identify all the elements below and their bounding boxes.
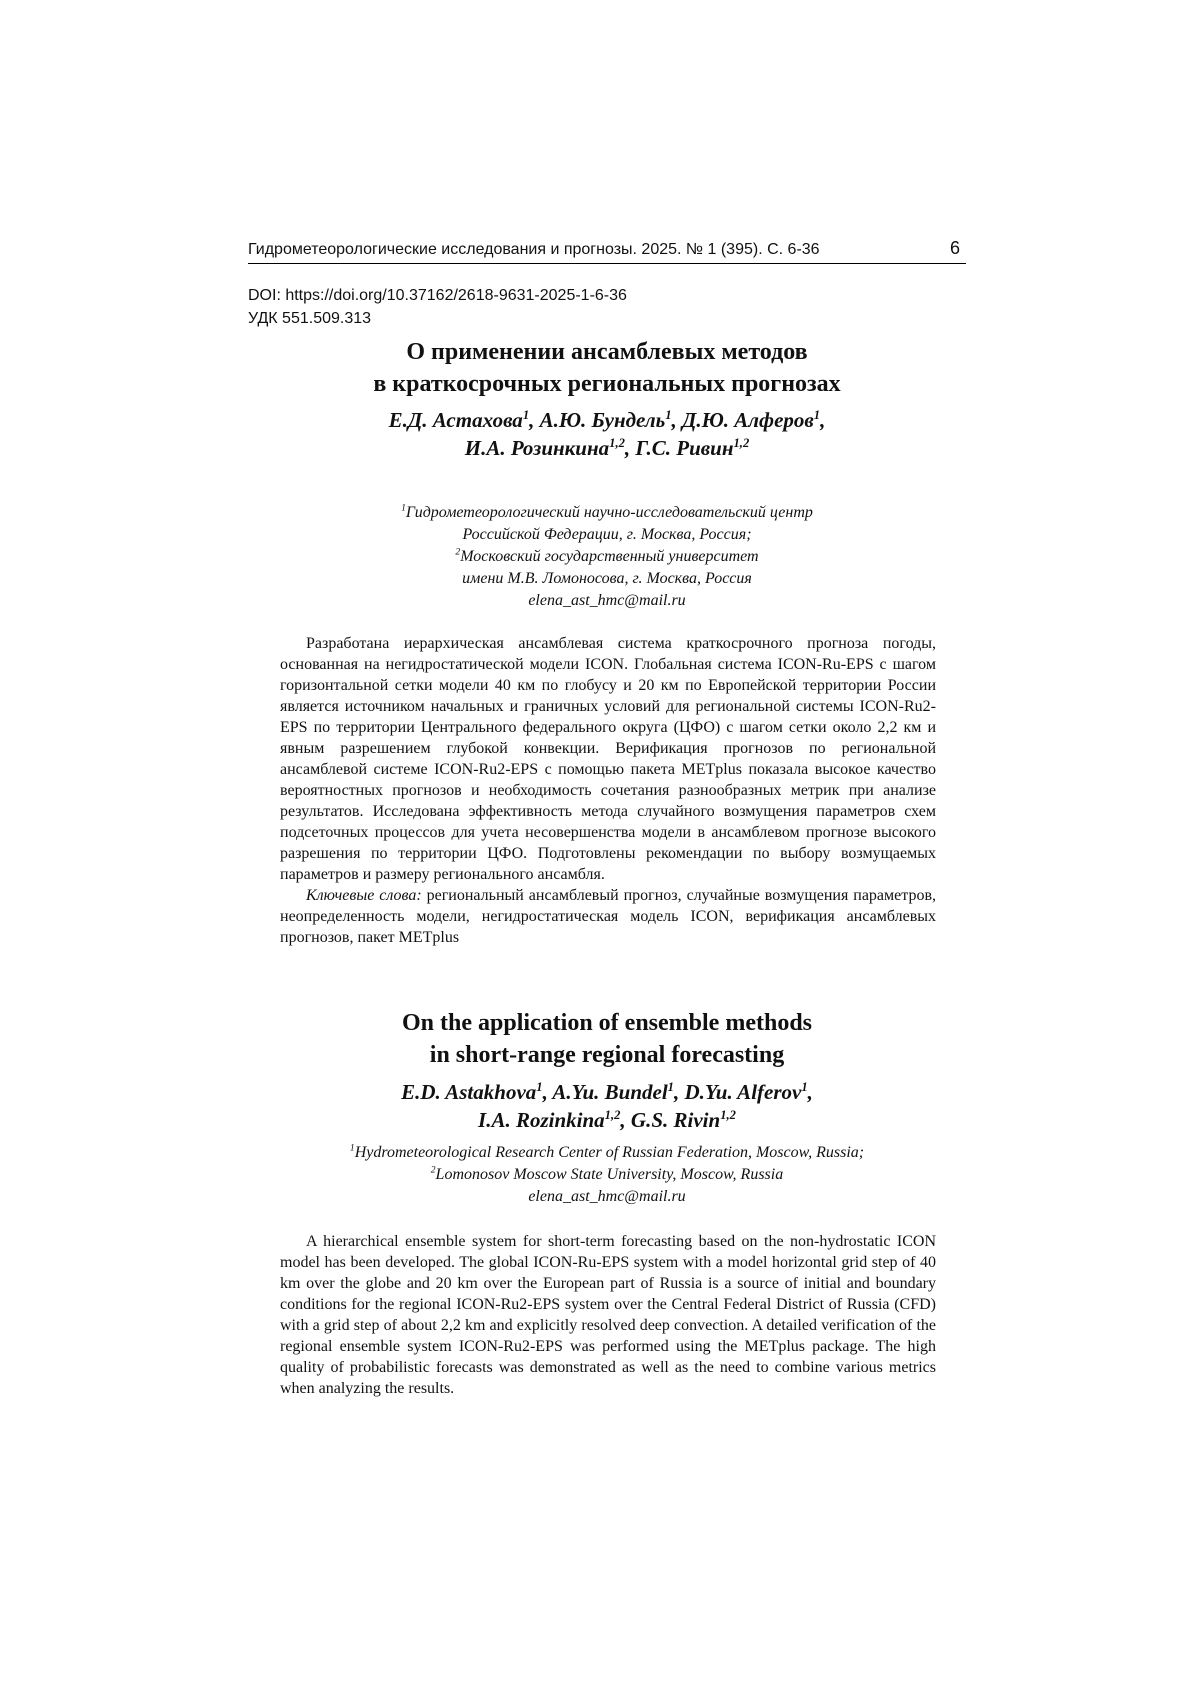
ru-affil1-line2: Российской Федерации, г. Москва, Россия; <box>462 526 752 543</box>
ru-keywords-text: региональный ансамблевый прогноз, случайные возмущения параметров, неопределенность модели, негидростатическая модель ICON, верификация ансамблевых прогнозов, пакет METplus <box>280 887 936 946</box>
ru-author-sup: 1 <box>522 408 530 422</box>
en-title <box>248 1007 966 1071</box>
en-title-line1: On the application of ensemble methods <box>401 1010 812 1036</box>
en-author-sup: 1,2 <box>604 1108 621 1122</box>
en-author: D.Yu. Alferov <box>684 1080 802 1104</box>
ru-author: Г.С. Ривин <box>635 436 734 460</box>
ru-affil-sup: 1 <box>401 502 406 514</box>
en-affil2: Lomonosov Moscow State University, Moscow, Russia <box>435 1166 784 1183</box>
en-author-sup: 1,2 <box>720 1108 736 1122</box>
en-abstract <box>280 1231 936 1399</box>
journal-citation: Гидрометеорологические исследования и прогнозы. 2025. № 1 (395). С. 6-36 <box>248 241 820 258</box>
ru-author-sup: 1 <box>813 408 821 422</box>
en-affil-sup: 1 <box>349 1142 355 1154</box>
ru-affil2-line2: имени М.В. Ломоносова, г. Москва, Россия <box>462 570 752 587</box>
en-author-sup: 1 <box>801 1080 808 1094</box>
ru-email[interactable]: elena_ast_hmc@mail.ru <box>528 592 686 609</box>
en-author-sup: 1 <box>667 1080 674 1094</box>
en-abstract-text: A hierarchical ensemble system for short-term forecasting based on the non-hydrostatic ICON model has been developed. The global ICON-Ru-EPS system with a model horizontal grid step of 40 km over the globe and 20 km over the European part of Russia is a source of initial and boundary conditions for the regional ICON-Ru2-EPS system over the Central Federal District of Russia (CFD) with a grid step of about 2,2 km and explicitly resolved deep convection. A detailed verification of the regional ensemble system ICON-Ru2-EPS was performed using the METplus package. The high quality of probabilistic forecasts was demonstrated as well as the need to combine various metrics when analyzing the results. <box>280 1233 936 1397</box>
en-author: G.S. Rivin <box>630 1108 721 1132</box>
en-affiliations <box>248 1142 966 1208</box>
ru-affil-sup: 2 <box>455 546 461 558</box>
doi[interactable]: DOI: https://doi.org/10.37162/2618-9631-2025-1-6-36 <box>248 287 627 304</box>
ru-author-sup: 1,2 <box>609 436 625 450</box>
ru-affil2-line1: Московский государственный университет <box>460 548 759 565</box>
ru-author: Е.Д. Астахова <box>388 408 523 432</box>
ru-author: И.А. Розинкина <box>464 436 610 460</box>
ru-title-line2: в краткосрочных региональных прогнозах <box>373 371 841 397</box>
article-meta <box>248 284 627 330</box>
en-affil1: Hydrometeorological Research Center of Russian Federation, Moscow, Russia; <box>354 1144 865 1161</box>
ru-keywords-label: Ключевые слова: <box>306 887 422 904</box>
page-number: 6 <box>949 238 960 258</box>
en-author: A.Yu. Bundel <box>552 1080 668 1104</box>
en-author-sup: 1 <box>536 1080 543 1094</box>
ru-title <box>248 336 966 400</box>
ru-abstract <box>280 633 936 948</box>
ru-abstract-text: Разработана иерархическая ансамблевая система краткосрочного прогноза погоды, основанная на негидростатической модели ICON. Глобальная система ICON-Ru-EPS с шагом горизонтальной сетки модели 40 км по глобусу и 20 км по Европейской территории России является источником начальных и граничных условий для региональной системы ICON-Ru2-EPS по территории Центрального федерального округа (ЦФО) с шагом сетки около 2,2 км и явным разрешением глубокой конвекции. Верификация прогнозов по региональной ансамблевой системе ICON-Ru2-EPS с помощью пакета METplus показала высокое качество вероятностных прогнозов и необходимость сочетания разнообразных метрик при анализе результатов. Исследована эффективность метода случайного возмущения параметров схем подсеточных процессов для учета несовершенства модели в ансамблевом прогнозе высокого разрешения по территории ЦФО. Подготовлены рекомендации по выбору возмущаемых параметров и размеру регионального ансамбля. <box>280 635 936 883</box>
en-title-line2: in short-range regional forecasting <box>429 1042 785 1068</box>
ru-authors: Е.Д. Астахова$^1$, А.Ю. Бундель$^1$, Д.Ю. Алферов$^1$, И.А. Розинкина$^{1,2}$, Г.С. Ривин$^{1,2}$ <box>388 408 826 460</box>
en-author: I.A. Rozinkina <box>478 1108 605 1132</box>
ru-affil1-line1: Гидрометеорологический научно-исследовательский центр <box>405 504 813 521</box>
ru-author-sup: 1,2 <box>733 436 750 450</box>
udk: УДК 551.509.313 <box>248 310 372 327</box>
en-affil-sup: 2 <box>430 1164 436 1176</box>
ru-title-line1: О применении ансамблевых методов <box>406 339 808 365</box>
ru-keywords <box>280 885 936 948</box>
ru-author: Д.Ю. Алферов <box>682 408 814 432</box>
running-header <box>248 238 966 264</box>
ru-author-sup: 1 <box>665 408 672 422</box>
en-author: E.D. Astakhova <box>401 1080 537 1104</box>
en-authors: E.D. Astakhova$^1$, A.Yu. Bundel$^1$, D.Yu. Alferov$^1$, I.A. Rozinkina$^{1,2}$, G.S. Rivin$^{1,2}$ <box>401 1080 813 1132</box>
en-email[interactable]: elena_ast_hmc@mail.ru <box>528 1188 686 1205</box>
ru-author: А.Ю. Бундель <box>539 408 666 432</box>
ru-affiliations <box>248 502 966 612</box>
